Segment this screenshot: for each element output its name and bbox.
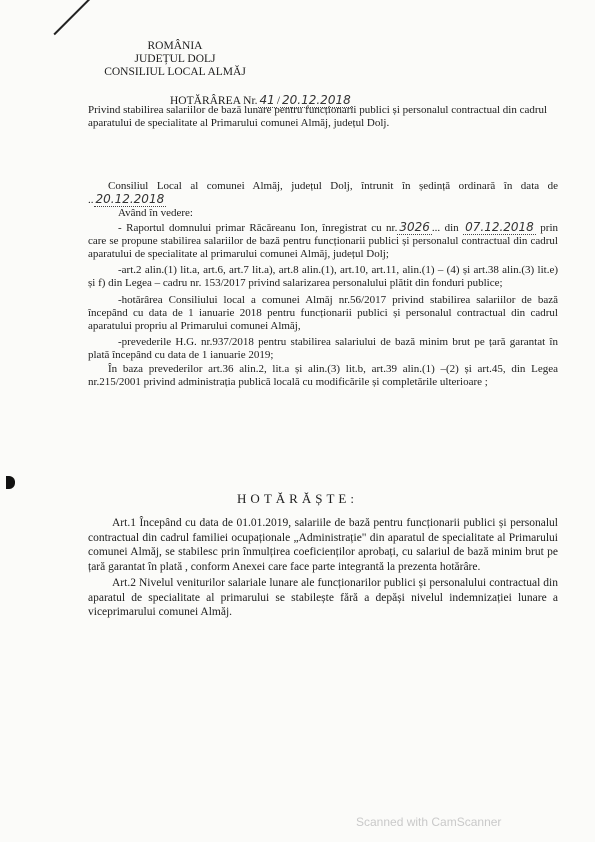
title-prefix: HOTĂRÂREA Nr. — [170, 95, 258, 107]
legal-basis-2: -hotărârea Consiliului local a comunei Almăj nr.56/2017 privind stabilirea salariilor de bază începând cu data de 1 ianuarie 2018 pentru funcționarii publici și personalul contractual din cadrul aparatului propriu al Primarului comunei Almăj, — [88, 293, 558, 333]
report-date: 07.12.2018 — [465, 219, 534, 234]
legal-basis-1: -art.2 alin.(1) lit.a, art.6, art.7 lit.a), art.8 alin.(1), art.10, art.11, alin.(1) – (4) și art.38 alin.(3) lit.e) și f) din Legea – cadru nr. 153/2017 privind salarizarea personalului plătit din fonduri publice; — [88, 264, 558, 290]
scanner-watermark: Scanned with CamScanner — [356, 815, 502, 829]
preamble — [88, 180, 558, 389]
corner-pen-mark — [0, 0, 90, 35]
articles — [88, 516, 558, 622]
meeting-date: 20.12.2018 — [95, 192, 165, 207]
article-2: Art.2 Nivelul veniturilor salariale lunare ale funcționarilor publici și personalului contractual din aparatul de specialitate al primarului se stabilește fără a depăși nivelul indemnizației lunare a viceprimarului comunei Almăj. — [88, 577, 558, 618]
decides-heading: HOTĂRĂȘTE: — [237, 491, 358, 506]
report-number: 3026 — [399, 219, 430, 234]
report-text-a: - Raportul domnului primar Răcăreanu Ion, înregistrat cu nr. — [118, 221, 398, 234]
report-text-b: ... din — [431, 221, 459, 234]
header-country: ROMÂNIA — [147, 40, 203, 52]
report-text-c: prin care se propune stabilirea salariilor de bază pentru funcționarii publici și personalul contractual din cadrul aparatului de specialitate al primarului comunei Almăj, județul Dolj; — [88, 221, 559, 261]
header-county: JUDEȚUL DOLJ — [134, 53, 216, 65]
council-meeting-text: Consiliul Local al comunei Almăj, județul Dolj, întrunit în ședință ordinară în data de .. — [88, 180, 558, 207]
legal-basis-4: În baza prevederilor art.36 alin.2, lit.a și alin.(3) lit.b, art.39 alin.(1) –(2) și art.45, din Legea nr.215/2001 privind administrația publică locală cu modificările și completările ulterioare ; — [88, 362, 558, 388]
decision-date: 20.12.2018 — [282, 93, 351, 107]
considering-heading: Având în vedere: — [118, 207, 193, 220]
article-1: Art.1 Începând cu data de 01.01.2019, salariile de bază pentru funcționarii publici și personalul contractual din cadrul familiei ocupaționale „Administrație" din aparatul de specialitate al Primarului comunei Almăj, se stabilesc prin înmulțirea coeficienților aprobați, cu salariul de bază minim brut pe țară garantat în plată , conform Anexei care face parte integrantă la prezenta hotărâre. — [88, 517, 558, 573]
binder-hole-mark — [6, 476, 15, 489]
decision-title: HOTĂRÂREA Nr. 41 / 20.12.2018 — [170, 93, 351, 107]
issuer-header — [90, 40, 260, 79]
header-council: CONSILIUL LOCAL ALMĂJ — [104, 66, 246, 78]
legal-basis-3: -prevederile H.G. nr.937/2018 pentru stabilirea salariului de bază minim brut pe țară garantat în plată începând cu data de 1 ianuarie 2019; — [88, 336, 558, 362]
decision-subject: Privind stabilirea salariilor de bază lunare pentru funcționarii publici și personalul contractual din cadrul aparatului de specialitate al Primarului comunei Almăj, județul Dolj. — [88, 104, 548, 129]
decision-number: 41 — [259, 93, 275, 107]
